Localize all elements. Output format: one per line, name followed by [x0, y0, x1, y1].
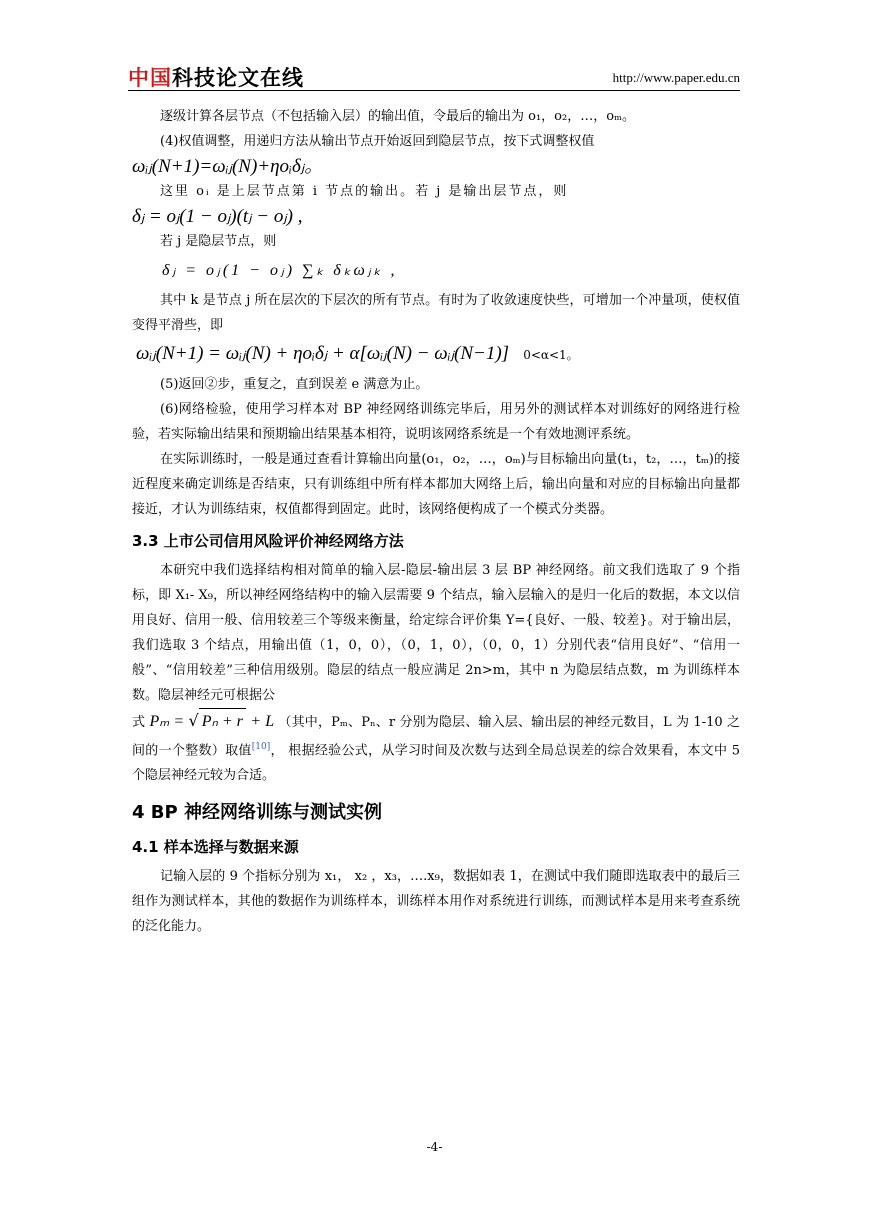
formula-neurons-radicand: Pₙ + r — [199, 708, 246, 734]
header-rule — [128, 90, 740, 91]
formula-neurons-lhs: Pₘ = — [149, 713, 185, 730]
logo-black-text: 科技论文在线 — [172, 66, 304, 90]
text-line-5: 其中 k 是节点 j 所在层次的下层次的所有节点。有时为了收敛速度快些，可增加一个冲量项，使权值变得平滑些，即 — [132, 293, 740, 333]
formula-momentum: ωᵢⱼ(N+1) = ωᵢⱼ(N) + ηoᵢδⱼ + α[ωᵢⱼ(N) − ωᵢⱼ(N−1)] — [136, 343, 510, 364]
header-url[interactable]: http://www.paper.edu.cn — [612, 70, 740, 85]
section-3-3-paragraph-2 — [132, 708, 740, 788]
sqrt-icon: √ — [188, 711, 199, 730]
text-line-8: 在实际训练时，一般是通过查看计算输出向量(o₁，o₂，…，oₘ)与目标输出向量(t₁，t₂，…，tₘ)的接近程度来确定训练是否结束，只有训练组中所有样本都加大网络上后，输出向量和对应的目标输出向量都接近，才认为训练结束，权值都得到固定。此时，该网络便构成了一个模式分类器。 — [132, 452, 740, 517]
formula-momentum-condition: 0<α<1。 — [523, 348, 579, 362]
formula-neurons-tail: + L — [250, 713, 275, 730]
section-heading-4-1: 4.1 样本选择与数据来源 — [132, 838, 299, 857]
text-line-3: 这里 oᵢ 是上层节点第 i 节点的输出。若 j 是输出层节点，则 — [160, 184, 569, 199]
section-3-3-paragraph-1: 本研究中我们选择结构相对简单的输入层-隐层-输出层 3 层 BP 神经网络。前文我们选取了 9 个指标，即 X₁- X₉，所以神经网络结构中的输入层需要 9 个结点，输入层输入的是归一化后的数据，本文以信用良好、信用一般、信用较差三个等级来衡量，给定综合评价集 Y={良好、一般、较差}。对于输出层，我们选取 3 个结点，用输出值（1，0，0），（0，1，0），（0，0，1）分别代表“信用良好”、“信用一般”、“信用较差”三种信用级别。隐层的结点一般应满足 2n>m，其中 n 为隐层结点数，m 为训练样本数。隐层神经元可根据公 — [132, 563, 740, 703]
logo-red-text: 中国 — [128, 66, 172, 90]
formula-prefix: 式 — [132, 715, 146, 730]
formula-output-delta: δⱼ = oⱼ(1 − oⱼ)(tⱼ − oⱼ) , — [132, 206, 303, 227]
citation-ref-10[interactable]: [10] — [251, 742, 271, 752]
page-content — [132, 104, 740, 939]
text-line-7: (6)网络检验，使用学习样本对 BP 神经网络训练完毕后，用另外的测试样本对训练好的网络进行检验，若实际输出结果和预期输出结果基本相符，说明该网络系统是一个有效地测评系统。 — [132, 402, 740, 442]
formula-hidden-delta: δⱼ = oⱼ(1 − oⱼ) ∑ₖ δₖωⱼₖ , — [162, 262, 398, 279]
section-heading-3-3: 3.3 上市公司信用风险评价神经网络方法 — [132, 532, 404, 550]
text-line-2: (4)权值调整，用递归方法从输出节点开始返回到隐层节点，按下式调整权值 — [160, 134, 595, 149]
formula-explanation: （其中，Pₘ、Pₙ、r 分别为隐层、输入层、输出层的神经元数目，L 为 1-10 之间的一个整数）取值 — [132, 715, 740, 759]
formula-momentum-row — [132, 338, 740, 372]
text-line-1: 逐级计算各层节点（不包括输入层）的输出值，令最后的输出为 o₁，o₂，…，oₘ。 — [160, 109, 636, 124]
section-4-1-paragraph: 记输入层的 9 个指标分别为 x₁， x₂ ，x₃，….x₉，数据如表 1，在测试中我们随即选取表中的最后三组作为测试样本，其他的数据作为训练样本，训练样本用作对系统进行训练，而测试样本是用来考查系统的泛化能力。 — [132, 869, 740, 935]
page-header — [128, 62, 740, 88]
formula-weight-update: ωᵢⱼ(N+1)=ωᵢⱼ(N)+ηoᵢδⱼ。 — [132, 156, 324, 177]
text-line-4: 若 j 是隐层节点，则 — [160, 234, 277, 249]
site-logo — [128, 62, 304, 92]
paragraph-ending: ， 根据经验公式，从学习时间及次数与达到全局总误差的综合效果看，本文中 5 个隐层神经元较为合适。 — [132, 743, 740, 784]
text-line-6: (5)返回②步，重复之，直到误差 e 满意为止。 — [160, 377, 429, 392]
section-heading-4: 4 BP 神经网络训练与测试实例 — [132, 802, 382, 824]
page-number: -4- — [426, 1140, 443, 1154]
